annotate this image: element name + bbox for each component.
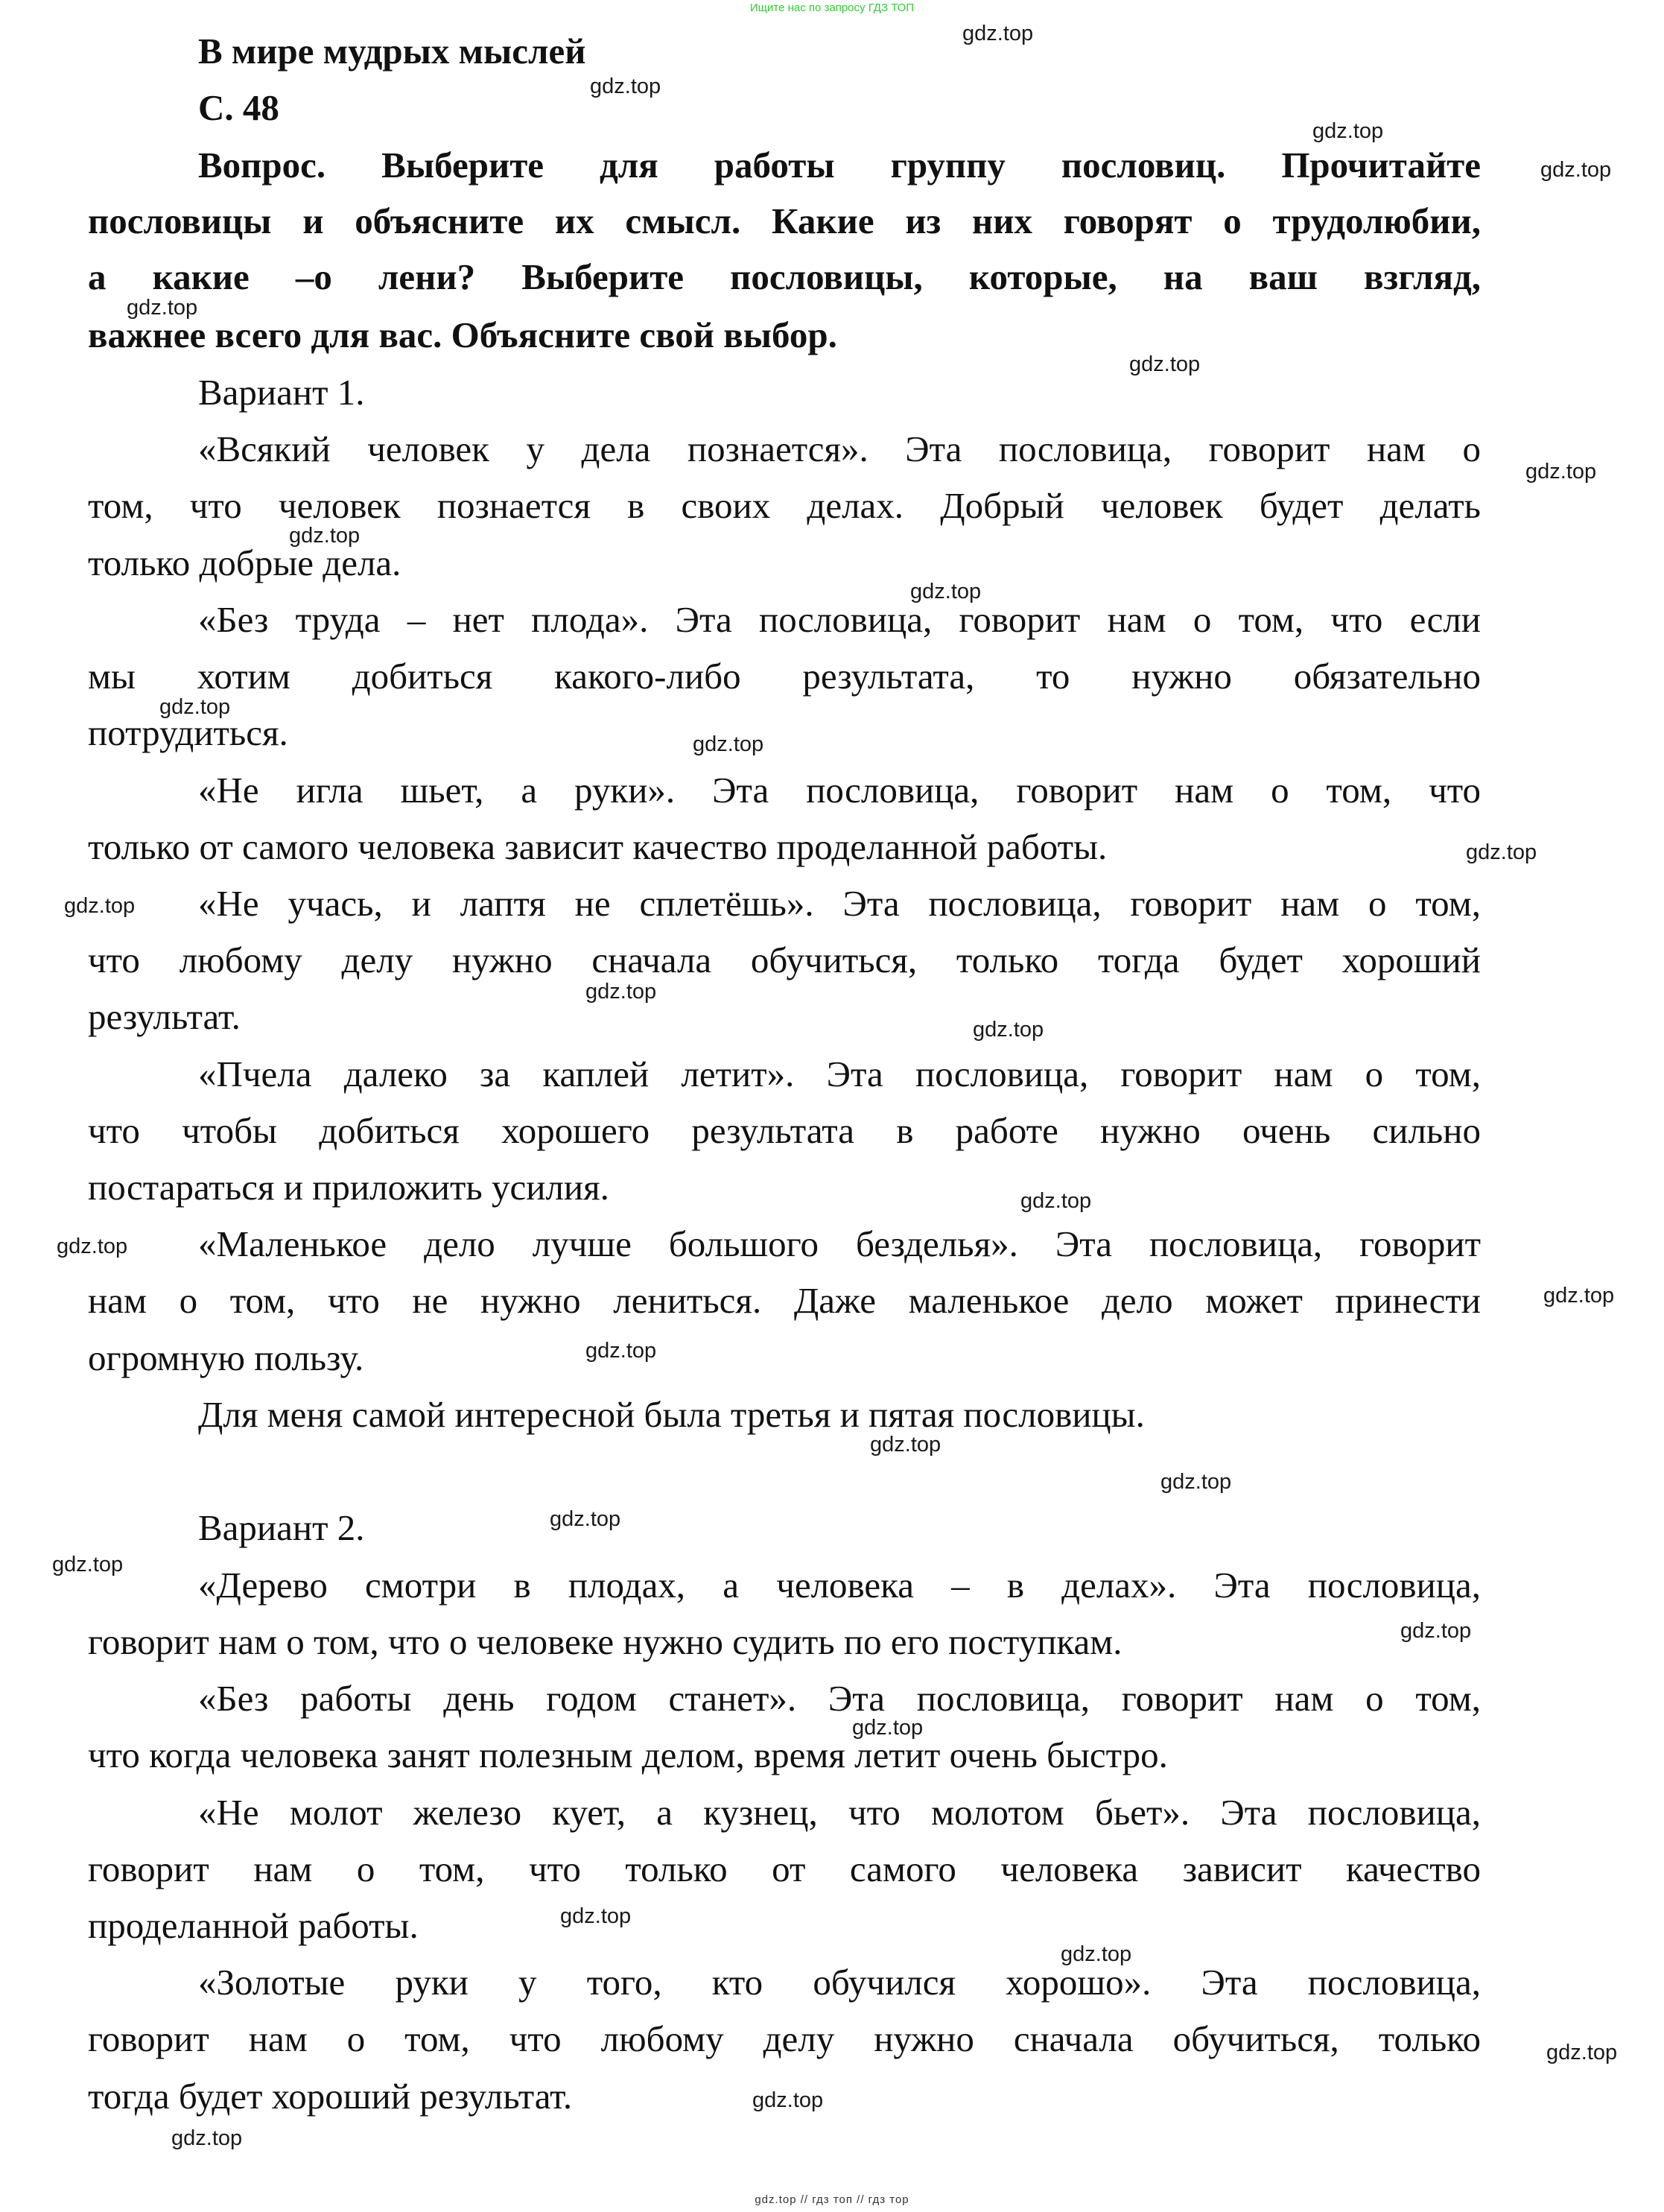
paragraph-line: только добрые дела.: [88, 542, 401, 583]
variant-heading: Вариант 2.: [198, 1507, 365, 1548]
watermark: gdz.top: [57, 1235, 128, 1258]
paragraph-line: «Золотые руки у того, кто обучился хорошо». Эта пословица,: [198, 1962, 1481, 2003]
footer-links: gdz.top // гдз топ // гдз тор: [755, 2193, 909, 2206]
paragraph-line: тогда будет хороший результат.: [88, 2076, 573, 2117]
paragraph-line: «Пчела далеко за каплей летит». Эта пословица, говорит нам о том,: [198, 1053, 1481, 1094]
paragraph-line: говорит нам о том, что любому делу нужно сначала обучиться, только: [88, 2018, 1481, 2059]
watermark: gdz.top: [585, 1339, 657, 1363]
watermark: gdz.top: [159, 695, 231, 719]
watermark: gdz.top: [171, 2126, 243, 2150]
question-line: пословицы и объясните их смысл. Какие из них говорят о трудолюбии,: [88, 200, 1481, 241]
section-title: В мире мудрых мыслей: [198, 31, 586, 72]
paragraph-line: что любому делу нужно сначала обучиться, только тогда будет хороший: [88, 939, 1481, 980]
page-reference: С. 48: [198, 87, 279, 128]
question-line: Вопрос. Выберите для работы группу пословиц. Прочитайте: [198, 145, 1481, 186]
paragraph-line: «Всякий человек у дела познается». Эта пословица, говорит нам о: [198, 428, 1481, 469]
watermark: gdz.top: [962, 22, 1034, 45]
paragraph-line: мы хотим добиться какого-либо результата, то нужно обязательно: [88, 656, 1481, 697]
paragraph-line: «Без работы день годом станет». Эта пословица, говорит нам о том,: [198, 1678, 1481, 1719]
paragraph-line: результат.: [88, 996, 241, 1037]
watermark: gdz.top: [1400, 1619, 1472, 1643]
watermark: gdz.top: [52, 1553, 124, 1576]
watermark: gdz.top: [1312, 119, 1384, 143]
paragraph-line: «Не молот железо кует, а кузнец, что молотом бьет». Эта пословица,: [198, 1792, 1481, 1833]
watermark: gdz.top: [550, 1507, 621, 1531]
watermark: gdz.top: [585, 980, 657, 1004]
question-line: а какие –о лени? Выберите пословицы, которые, на ваш взгляд,: [88, 256, 1481, 297]
paragraph-line: проделанной работы.: [88, 1905, 419, 1946]
watermark: gdz.top: [560, 1904, 632, 1928]
watermark: gdz.top: [1466, 840, 1537, 864]
paragraph-line: говорит нам о том, что о человеке нужно судить по его поступкам.: [88, 1621, 1122, 1662]
watermark: gdz.top: [1525, 460, 1597, 484]
watermark: gdz.top: [852, 1716, 924, 1740]
watermark: gdz.top: [1160, 1470, 1232, 1494]
watermark: gdz.top: [1020, 1189, 1092, 1213]
variant-heading: Вариант 1.: [198, 372, 365, 413]
watermark: gdz.top: [870, 1433, 941, 1457]
watermark: gdz.top: [64, 894, 136, 918]
paragraph-line: «Без труда – нет плода». Эта пословица, говорит нам о том, что если: [198, 599, 1481, 640]
paragraph-line: только от самого человека зависит качество проделанной работы.: [88, 826, 1108, 867]
paragraph-line: «Маленькое дело лучше большого безделья». Эта пословица, говорит: [198, 1223, 1481, 1264]
watermark: gdz.top: [590, 75, 661, 98]
paragraph-line: что когда человека занят полезным делом, время летит очень быстро.: [88, 1734, 1168, 1775]
paragraph-line: нам о том, что не нужно лениться. Даже маленькое дело может принести: [88, 1280, 1481, 1321]
paragraph-line: том, что человек познается в своих делах. Добрый человек будет делать: [88, 485, 1481, 526]
watermark: gdz.top: [752, 2088, 824, 2112]
watermark: gdz.top: [973, 1018, 1044, 1042]
watermark: gdz.top: [1129, 352, 1201, 376]
paragraph-line: говорит нам о том, что только от самого человека зависит качество: [88, 1848, 1481, 1889]
watermark: gdz.top: [127, 296, 198, 320]
paragraph-line: постараться и приложить усилия.: [88, 1167, 609, 1208]
paragraph-line: потрудиться.: [88, 712, 288, 753]
paragraph-line: что чтобы добиться хорошего результата в работе нужно очень сильно: [88, 1110, 1481, 1151]
search-hint-banner: Ищите нас по запросу ГДЗ ТОП: [749, 1, 915, 14]
watermark: gdz.top: [1061, 1942, 1132, 1966]
watermark: gdz.top: [1546, 2041, 1618, 2064]
watermark: gdz.top: [910, 580, 982, 603]
watermark: gdz.top: [1540, 158, 1612, 182]
question-line: важнее всего для вас. Объясните свой выбор.: [88, 314, 837, 355]
paragraph-line: огромную пользу.: [88, 1337, 364, 1378]
watermark: gdz.top: [693, 732, 764, 756]
watermark: gdz.top: [1543, 1284, 1615, 1308]
paragraph-line: «Дерево смотри в плодах, а человека – в делах». Эта пословица,: [198, 1565, 1481, 1606]
paragraph-line: «Не игла шьет, а руки». Эта пословица, говорит нам о том, что: [198, 770, 1481, 811]
watermark: gdz.top: [289, 524, 361, 548]
paragraph-line: «Не учась, и лаптя не сплетёшь». Эта пословица, говорит нам о том,: [198, 883, 1481, 924]
paragraph-line: Для меня самой интересной была третья и пятая пословицы.: [198, 1394, 1145, 1435]
